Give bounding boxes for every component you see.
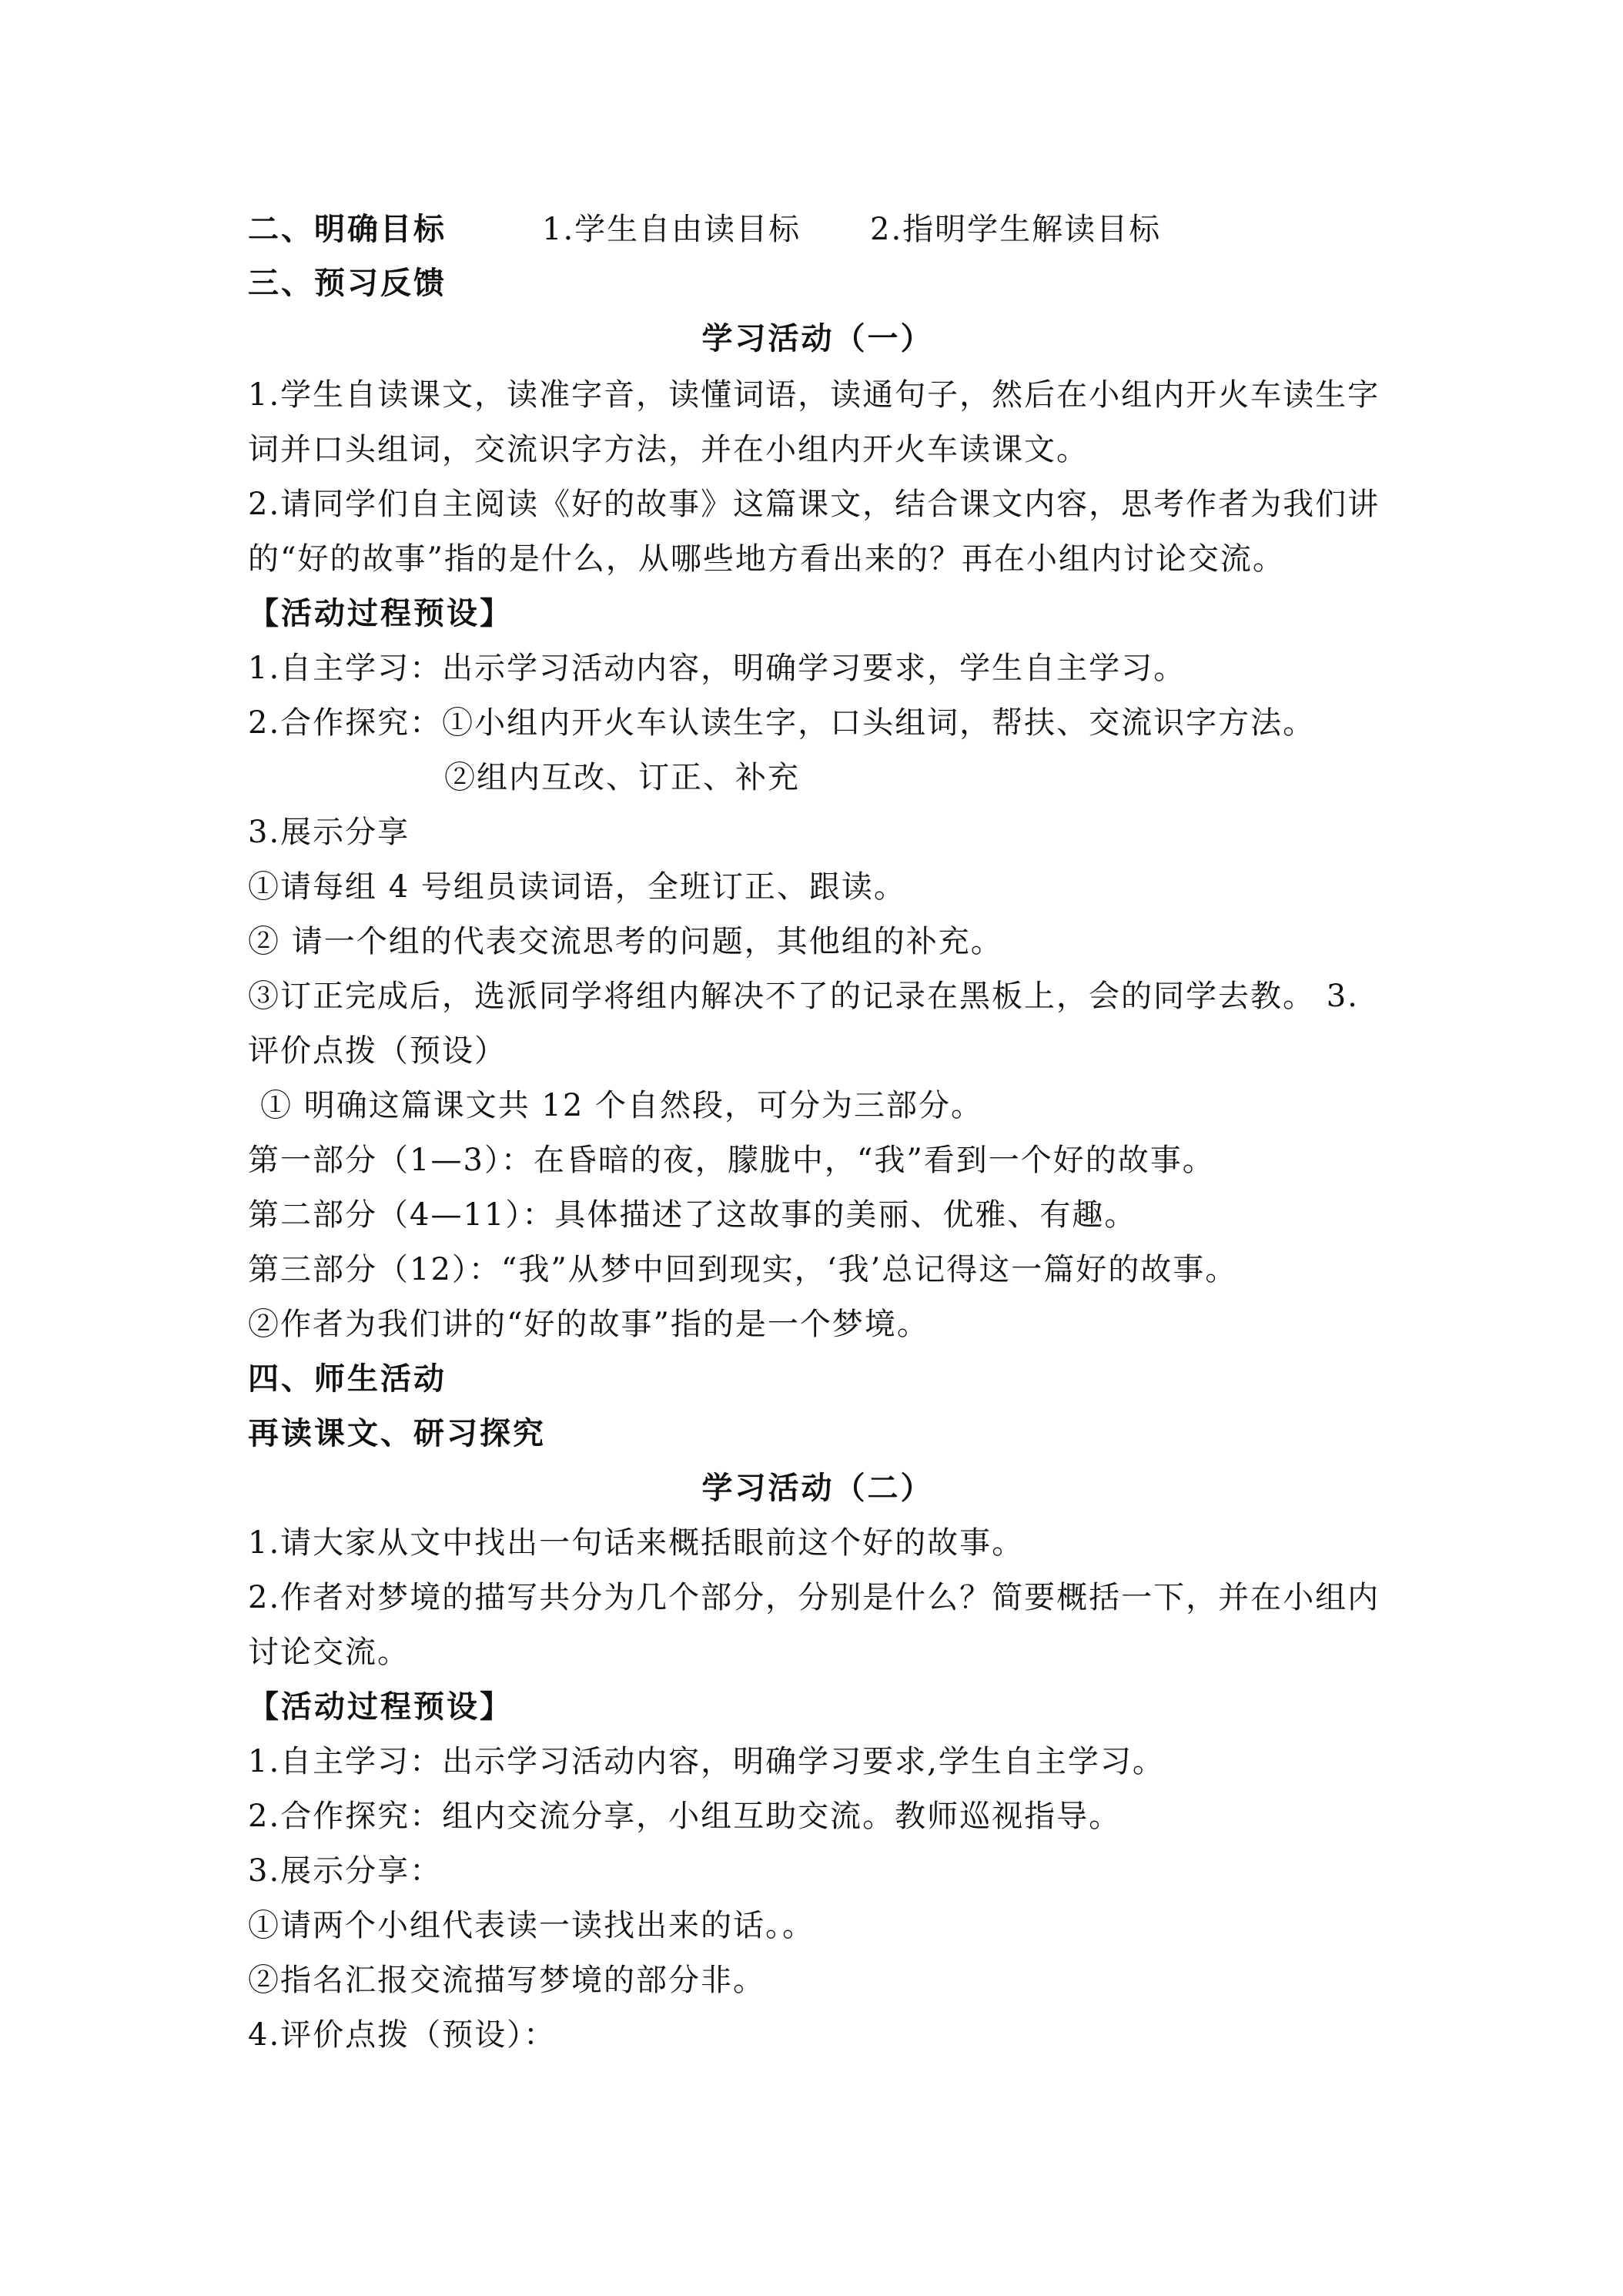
activity-1-preset-heading: 【活动过程预设】 — [248, 596, 513, 631]
section-2-item-1: 1.学生自由读目标 — [542, 212, 801, 247]
activity-2-step-3b: ②指名汇报交流描写梦境的部分非。 — [248, 1963, 765, 1998]
activity-2-title: 学习活动（二） — [701, 1471, 934, 1506]
activity-2-step-3: 3.展示分享： — [248, 1853, 443, 1889]
activity-1-prompt-2-line-1: 2.请同学们自主阅读《好的故事》这篇课文，结合课文内容，思考作者为我们讲 — [248, 487, 1380, 522]
activity-1-step-3b: ② 请一个组的代表交流思考的问题，其他组的补充。 — [248, 924, 1003, 959]
activity-1-step-2b: ②组内互改、订正、补充 — [444, 760, 800, 795]
activity-2-step-1: 1.自主学习：出示学习活动内容，明确学习要求,学生自主学习。 — [248, 1744, 1165, 1779]
activity-1-step-2a: 2.合作探究：①小组内开火车认读生字，口头组词，帮扶、交流识字方法。 — [248, 705, 1316, 741]
activity-2-step-3a: ①请两个小组代表读一读找出来的话。。 — [248, 1908, 815, 1943]
activity-1-step-1: 1.自主学习：出示学习活动内容，明确学习要求，学生自主学习。 — [248, 651, 1186, 686]
section-4-heading: 四、师生活动 — [248, 1361, 447, 1397]
activity-1-eval-part-3: 第三部分（12）：“我”从梦中回到现实，‘我’总记得这一篇好的故事。 — [248, 1252, 1238, 1287]
activity-1-step-3c-line-1: ③订正完成后，选派同学将组内解决不了的记录在黑板上，会的同学去教。 3. — [248, 979, 1359, 1014]
activity-2-step-4: 4.评价点拨（预设）： — [248, 2017, 557, 2053]
activity-1-step-3: 3.展示分享 — [248, 815, 410, 850]
activity-2-step-2: 2.合作探究：组内交流分享，小组互助交流。教师巡视指导。 — [248, 1799, 1122, 1834]
activity-1-step-3c-line-2: 评价点拨（预设） — [248, 1033, 507, 1069]
section-2-row — [248, 208, 1403, 251]
activity-2-question-2-line-1: 2.作者对梦境的描写共分为几个部分，分别是什么？简要概括一下，并在小组内 — [248, 1580, 1380, 1615]
section-2-heading: 二、明确目标 — [248, 212, 447, 247]
activity-1-eval-part-1: 第一部分（1—3）：在昏暗的夜，朦胧中，“我”看到一个好的故事。 — [248, 1143, 1215, 1178]
activity-2-question-1: 1.请大家从文中找出一句话来概括眼前这个好的故事。 — [248, 1525, 1025, 1561]
activity-1-eval-part-2: 第二部分（4—11）：具体描述了这故事的美丽、优雅、有趣。 — [248, 1197, 1137, 1233]
activity-1-prompt-1-line-2: 词并口头组词，交流识字方法，并在小组内开火车读课文。 — [248, 432, 1089, 467]
activity-1-eval-1: ① 明确这篇课文共 12 个自然段，可分为三部分。 — [260, 1088, 984, 1123]
activity-1-prompt-1-line-1: 1.学生自读课文，读准字音，读懂词语，读通句子，然后在小组内开火车读生字 — [248, 377, 1380, 413]
section-3-heading: 三、预习反馈 — [248, 266, 447, 301]
section-4-subheading: 再读课文、研习探究 — [248, 1416, 546, 1451]
activity-2-preset-heading: 【活动过程预设】 — [248, 1689, 513, 1725]
activity-2-question-2-line-2: 讨论交流。 — [248, 1635, 410, 1670]
activity-1-prompt-2-line-2: 的“好的故事”指的是什么，从哪些地方看出来的？再在小组内讨论交流。 — [248, 541, 1285, 577]
section-2-item-2: 2.指明学生解读目标 — [870, 212, 1162, 247]
activity-1-step-3a: ①请每组 4 号组员读词语，全班订正、跟读。 — [248, 869, 906, 905]
activity-1-eval-2: ②作者为我们讲的“好的故事”指的是一个梦境。 — [248, 1307, 929, 1342]
activity-1-title: 学习活动（一） — [701, 321, 934, 356]
